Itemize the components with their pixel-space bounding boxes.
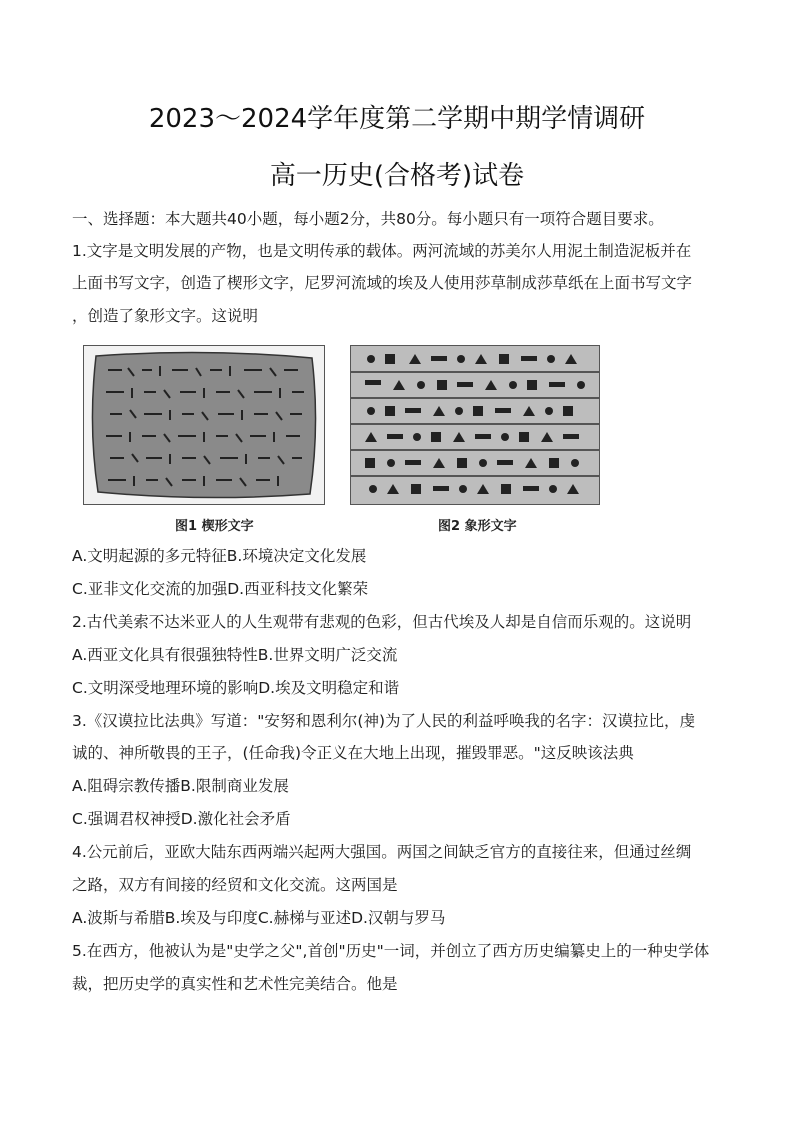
question-1-stem-line-2: 上面书写文字，创造了楔形文字，尼罗河流域的埃及人使用莎草制成莎草纸在上面书写文字 — [72, 274, 693, 292]
cuneiform-tablet-image — [83, 345, 325, 505]
question-2-stem-line-1: 2.古代美索不达米亚人的人生观带有悲观的色彩，但古代埃及人却是自信而乐观的。这说明 — [72, 613, 692, 631]
question-1-options-line-2: C.亚非文化交流的加强D.西亚科技文化繁荣 — [72, 580, 369, 598]
question-3-stem-line-1: 3.《汉谟拉比法典》写道："安努和恩利尔(神)为了人民的利益呼唤我的名字：汉谟拉比，虔 — [72, 712, 696, 730]
question-5-stem-line-1: 5.在西方，他被认为是"史学之父",首创"历史"一词，并创立了西方历史编纂史上的一种史学体 — [72, 942, 710, 960]
question-1-stem-line-1: 1.文字是文明发展的产物，也是文明传承的载体。两河流域的苏美尔人用泥土制造泥板并在 — [72, 242, 692, 260]
question-1-options-line-1: A.文明起源的多元特征B.环境决定文化发展 — [72, 547, 367, 565]
figure-1-caption: 图1 楔形文字 — [175, 519, 254, 534]
cuneiform-tablet-drawing — [84, 346, 324, 504]
question-3-stem-line-2: 诚的、神所敬畏的王子，(任命我)令正义在大地上出现，摧毁罪恶。"这反映该法典 — [72, 744, 634, 762]
exam-subtitle: 高一历史(合格考)试卷 — [269, 161, 525, 191]
exam-title: 2023～2024学年度第二学期中期学情调研 — [148, 104, 646, 134]
question-2-options-line-2: C.文明深受地理环境的影响D.埃及文明稳定和谐 — [72, 679, 400, 697]
question-3-options-line-2: C.强调君权神授D.激化社会矛盾 — [72, 810, 291, 828]
hieroglyph-stele-image — [350, 345, 600, 505]
question-2-options-line-1: A.西亚文化具有很强独特性B.世界文明广泛交流 — [72, 646, 398, 664]
question-3-options-line-1: A.阻碍宗教传播B.限制商业发展 — [72, 777, 289, 795]
figure-2-caption: 图2 象形文字 — [438, 519, 517, 534]
section-heading: 一、选择题：本大题共40小题，每小题2分，共80分。每小题只有一项符合题目要求。 — [72, 210, 664, 228]
hieroglyph-stele-drawing — [351, 346, 599, 504]
question-4-options-line-1: A.波斯与希腊B.埃及与印度C.赫梯与亚述D.汉朝与罗马 — [72, 909, 446, 927]
question-4-stem-line-2: 之路，双方有间接的经贸和文化交流。这两国是 — [72, 876, 398, 894]
question-4-stem-line-1: 4.公元前后，亚欧大陆东西两端兴起两大强国。两国之间缺乏官方的直接往来，但通过丝绸 — [72, 843, 692, 861]
question-1-stem-line-3: ，创造了象形文字。这说明 — [72, 307, 259, 325]
question-5-stem-line-2: 裁，把历史学的真实性和艺术性完美结合。他是 — [72, 975, 398, 993]
